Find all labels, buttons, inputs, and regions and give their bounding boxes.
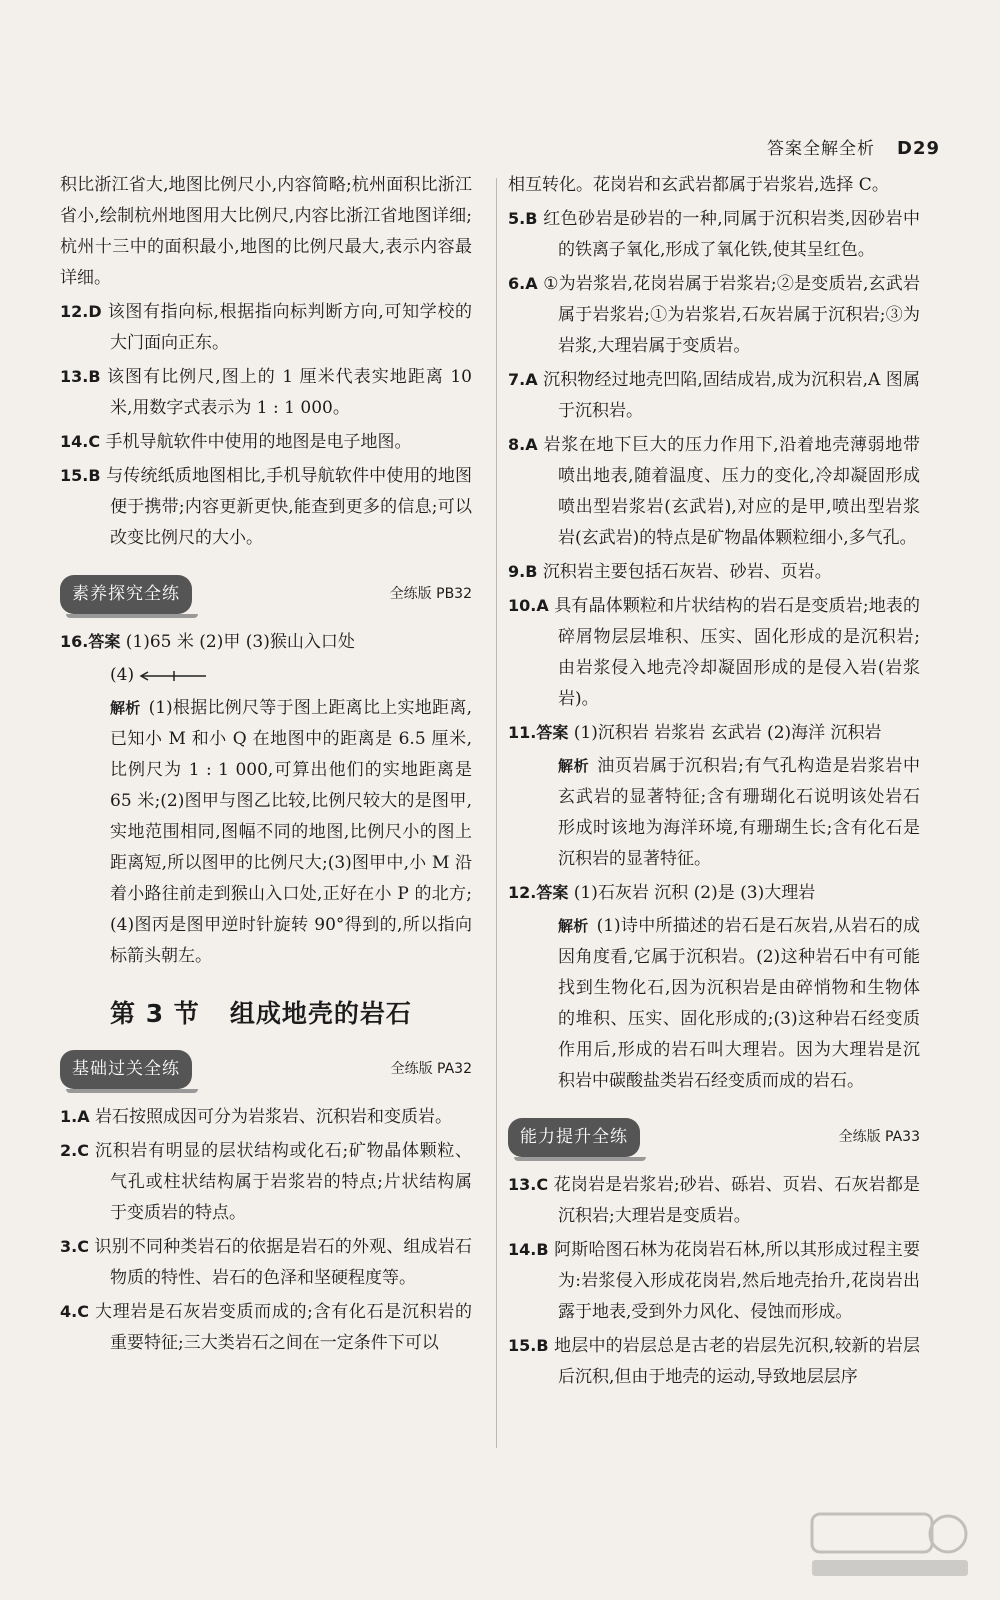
answer-item-11 (508, 717, 920, 749)
answer-item (508, 590, 920, 715)
answer-number: 13.C (508, 1175, 549, 1194)
banner-version: 全练版 PA32 (390, 1060, 472, 1077)
banner-tag: 基础过关全练 (60, 1050, 192, 1089)
right-column (508, 170, 920, 1395)
answer-text: 岩浆在地下巨大的压力作用下,沿着地壳薄弱地带喷出地表,随着温度、压力的变化,冷却凝固形成喷出型岩浆岩(玄武岩),对应的是甲,喷出型岩浆岩(玄武岩)的特点是矿物晶体颗粒细小,多气孔。 (543, 435, 921, 548)
explanation-label: 解析 (558, 757, 590, 775)
answer-item (508, 364, 920, 427)
answer-item (508, 203, 920, 266)
answer-number: 11.答案 (508, 723, 569, 742)
answer-item (508, 268, 920, 362)
answer-text: (1)65 米 (2)甲 (3)猴山入口处 (125, 632, 355, 652)
answer-text: 具有晶体颗粒和片状结构的岩石是变质岩;地表的碎屑物层层堆积、压实、固化形成的是沉积岩;由岩浆侵入地壳冷却凝固形成的是侵入岩(岩浆岩)。 (554, 596, 920, 709)
header-title: 答案全解全析 (767, 139, 875, 159)
answer-number: 15.B (60, 466, 101, 485)
answer-text: 沉积岩有明显的层状结构或化石;矿物晶体颗粒、气孔或柱状结构属于岩浆岩的特点;片状结构属于变质岩的特点。 (95, 1141, 473, 1223)
answer-text: 与传统纸质地图相比,手机导航软件中使用的地图便于携带;内容更新更快,能查到更多的信息;可以改变比例尺的大小。 (106, 466, 473, 548)
answer-number: 14.B (508, 1240, 549, 1259)
section-title (110, 998, 472, 1029)
section-name: 组成地壳的岩石 (229, 999, 412, 1028)
answer-item-16 (60, 626, 472, 658)
answer-number: 12.D (60, 302, 102, 321)
answer-number: 12.答案 (508, 883, 569, 902)
answer-text: 沉积岩主要包括石灰岩、砂岩、页岩。 (542, 562, 832, 582)
section-banner-literacy (60, 576, 472, 612)
banner-version: 全练版 PA33 (838, 1128, 920, 1145)
answer-text: 识别不同种类岩石的依据是岩石的外观、组成岩石物质的特性、岩石的色泽和坚硬程度等。 (94, 1237, 473, 1288)
page-header (767, 134, 940, 159)
answer-text: 该图有比例尺,图上的 1 厘米代表实地距离 10 米,用数字式表示为 1 : 1 000。 (107, 367, 473, 418)
answer-text: 岩石按照成因可分为岩浆岩、沉积岩和变质岩。 (95, 1107, 452, 1127)
continued-text: 积比浙江省大,地图比例尺小,内容简略;杭州面积比浙江省小,绘制杭州地图用大比例尺,内容比浙江省地图详细;杭州十三中的面积最小,地图的比例尺最大,表示内容最详细。 (60, 175, 472, 288)
page-number: D29 (897, 138, 940, 159)
answer-text: 手机导航软件中使用的地图是电子地图。 (105, 432, 412, 452)
answer-text: 红色砂岩是砂岩的一种,同属于沉积岩类,因砂岩中的铁离子氧化,形成了氧化铁,使其呈红色。 (543, 209, 920, 260)
answer-item (60, 296, 472, 359)
answer-item-16-4 (60, 660, 472, 691)
answer-number: 10.A (508, 596, 549, 615)
explanation-label: 解析 (110, 699, 141, 717)
answer-number: 7.A (508, 370, 538, 389)
banner-tag: 能力提升全练 (508, 1118, 640, 1157)
left-arrow-icon (138, 670, 208, 682)
continued-text: 相互转化。花岗岩和玄武岩都属于岩浆岩,选择 C。 (508, 175, 889, 195)
answer-item (508, 429, 920, 554)
answer-item (508, 1330, 920, 1393)
answer-item (60, 1296, 472, 1359)
answer-number: 14.C (60, 432, 101, 451)
answer-text: 该图有指向标,根据指向标判断方向,可知学校的大门面向正东。 (107, 302, 473, 353)
banner-tag: 素养探究全练 (60, 575, 192, 614)
explanation-16 (60, 693, 472, 972)
banner-version: 全练版 PB32 (389, 585, 472, 602)
answer-item (508, 1234, 920, 1328)
answer-number: 13.B (60, 367, 101, 386)
explanation-11 (508, 751, 920, 875)
answer-item (60, 1101, 472, 1133)
answer-number: 3.C (60, 1237, 89, 1256)
watermark-logo-icon (810, 1510, 970, 1580)
explanation-text: (1)根据比例尺等于图上距离比上实地距离,已知小 M 和小 Q 在地图中的距离是 6.5 厘米,比例尺为 1 : 1 000,可算出他们的实地距离是 65 米;(2)图甲与图乙比较,比例尺较大的是图甲,实地范围相同,图幅不同的地图,比例尺小的图上距离短,所以图甲的比例尺大;(3)图甲中,小 M 沿着小路往前走到猴山入口处,正好在小 P 的北方;(4)图丙是图甲逆时针旋转 90°得到的,所以指向标箭头朝左。 (110, 698, 472, 966)
explanation-12 (508, 911, 920, 1097)
answer-text: 大理岩是石灰岩变质而成的;含有化石是沉积岩的重要特征;三大类岩石之间在一定条件下可以 (95, 1302, 473, 1353)
answer-text: ①为岩浆岩,花岗岩属于岩浆岩;②是变质岩,玄武岩属于岩浆岩;①为岩浆岩,石灰岩属于沉积岩;③为岩浆,大理岩属于变质岩。 (543, 274, 920, 356)
answer-text: (1)石灰岩 沉积 (2)是 (3)大理岩 (573, 883, 816, 903)
answer-number: 16.答案 (60, 632, 121, 651)
answer-number: 6.A (508, 274, 538, 293)
answer-number: 4.C (60, 1302, 89, 1321)
answer-text: 地层中的岩层总是古老的岩层先沉积,较新的岩层后沉积,但由于地壳的运动,导致地层层序 (554, 1336, 921, 1387)
section-label: 第 3 节 (110, 999, 200, 1028)
section-banner-basic (60, 1051, 472, 1087)
left-column (60, 170, 472, 1361)
answer-number: 5.B (508, 209, 538, 228)
answer-number: 15.B (508, 1336, 549, 1355)
answer-item (60, 460, 472, 554)
answer-item (60, 1231, 472, 1294)
answer-item-12 (508, 877, 920, 909)
answer-item (508, 556, 920, 588)
answer-text: 花岗岩是岩浆岩;砂岩、砾岩、页岩、石灰岩都是沉积岩;大理岩是变质岩。 (553, 1175, 920, 1226)
answer-number: 8.A (508, 435, 538, 454)
answer-item (60, 361, 472, 424)
answer-number: 2.C (60, 1141, 89, 1160)
answer-text: 阿斯哈图石林为花岗岩石林,所以其形成过程主要为:岩浆侵入形成花岗岩,然后地壳抬升,花岗岩出露于地表,受到外力风化、侵蚀而形成。 (554, 1240, 921, 1322)
explanation-text: 油页岩属于沉积岩;有气孔构造是岩浆岩中玄武岩的显著特征;含有珊瑚化石说明该处岩石形成时该地为海洋环境,有珊瑚生长;含有化石是沉积岩的显著特征。 (558, 756, 920, 869)
explanation-label: 解析 (558, 917, 589, 935)
section-banner-advanced (508, 1119, 920, 1155)
answer-number: 9.B (508, 562, 538, 581)
answer-text: (4) (110, 665, 135, 685)
explanation-text: (1)诗中所描述的岩石是石灰岩,从岩石的成因角度看,它属于沉积岩。(2)这种岩石中有可能找到生物化石,因为沉积岩是由碎悄物和生物体的堆积、压实、固化形成的;(3)这种岩石经变质作用后,形成的岩石叫大理岩。因为大理岩是沉积岩中碳酸盐类岩石经变质而成的岩石。 (558, 916, 920, 1091)
answer-number: 1.A (60, 1107, 90, 1126)
answer-item (508, 1169, 920, 1232)
answer-text: 沉积物经过地壳凹陷,固结成岩,成为沉积岩,A 图属于沉积岩。 (543, 370, 920, 421)
answer-text: (1)沉积岩 岩浆岩 玄武岩 (2)海洋 沉积岩 (573, 723, 882, 743)
column-divider (496, 178, 497, 1448)
answer-item (60, 1135, 472, 1229)
answer-item (60, 426, 472, 458)
